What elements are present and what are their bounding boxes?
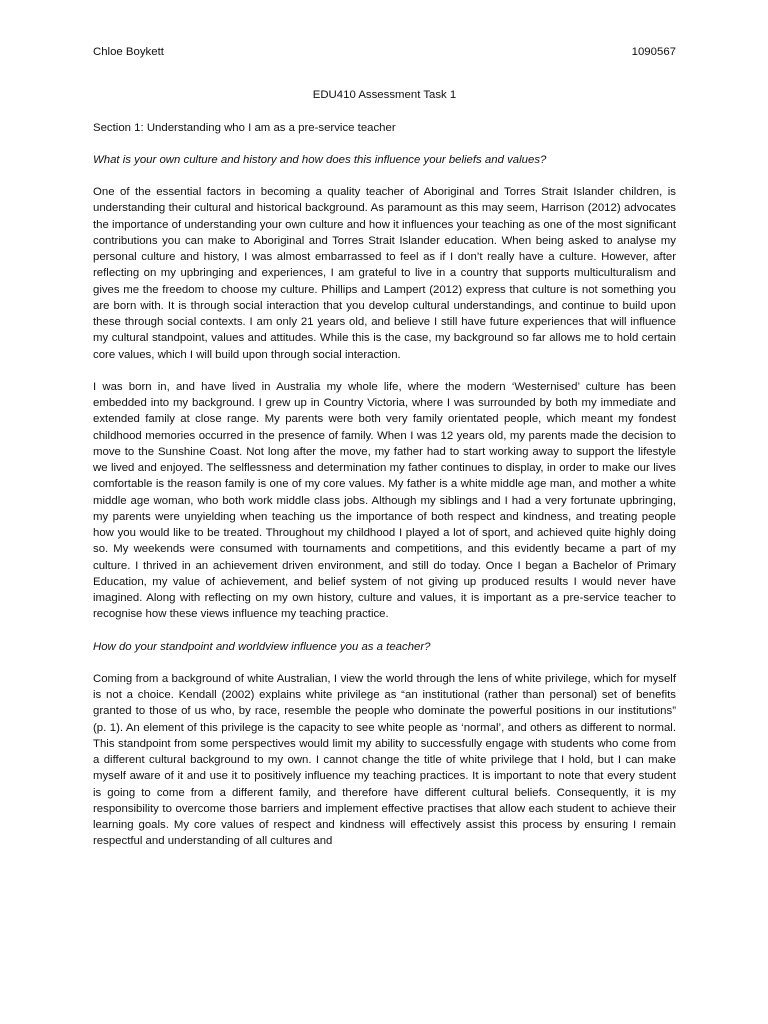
student-id: 1090567 bbox=[631, 46, 676, 58]
body-paragraph-3: Coming from a background of white Australian, I view the world through the lens of white privilege, which for myself is not a choice. Kendall (2002) explains white privilege as “an institutional (rather than personal) set of benefits granted to those of us who, by race, resemble the people who dominate the powerful positions in our institutions” (p. 1). An element of this privilege is the capacity to see white people as ‘normal’, and others as different to normal. This standpoint from some perspectives would limit my ability to successfully engage with students who come from a different cultural background to my own. I cannot change the title of white privilege that I hold, but I can make myself aware of it and use it to positively influence my teaching practices. It is important to note that every student is going to come from a different family, and therefore have different cultural beliefs. Consequently, it is my responsibility to overcome those barriers and implement effective practises that allow each student to achieve their learning goals. My core values of respect and kindness will effectively assist this process by ensuring I remain respectful and understanding of all cultures and bbox=[93, 672, 676, 848]
body-paragraph-1: One of the essential factors in becoming a quality teacher of Aboriginal and Torres Strait Islander children, is understanding their cultural and historical background. As paramount as this may seem, Harrison (2012) advocates the importance of understanding your own culture and how it influences your teaching as one of the most significant contributions you can make to Aboriginal and Torres Strait Islander education. When being asked to analyse my personal culture and history, I was almost embarrassed to feel as if I don’t really have a culture. However, after reflecting on my upbringing and experiences, I am grateful to live in a country that supports multiculturalism and gives me the freedom to choose my culture. Phillips and Lampert (2012) express that culture is not something you are born with. It is through social interaction that you develop cultural understandings, and continue to build upon these through social contexts. I am only 21 years old, and believe I still have future experiences that will influence my cultural standpoint, values and attitudes. While this is the case, my background so far allows me to hold certain core values, which I will build upon through social interaction. bbox=[93, 186, 676, 361]
question-heading-2: How do your standpoint and worldview influence you as a teacher? bbox=[93, 640, 431, 653]
page-header bbox=[93, 44, 676, 60]
document-page bbox=[93, 44, 676, 866]
body-paragraph-2: I was born in, and have lived in Australia my whole life, where the modern ‘Westernised’ culture has been embedded into my background. I grew up in Country Victoria, where I was surrounded by both my immediate and extended family at close range. My parents were both very family orientated people, which meant my fondest childhood memories occurred in the presence of family. When I was 12 years old, my parents made the decision to move to the Sunshine Coast. Not long after the move, my father had to start working away to support the lifestyle we lived and enjoyed. The selflessness and determination my father continues to display, in order to make our lives comfortable is the reason family is one of my core values. My father is a white middle age man, and mother a white middle age woman, who both work middle class jobs. Although my siblings and I had a very fortunate upbringing, my parents were unyielding when teaching us the importance of both respect and kindness, and treating people how you would like to be treated. Throughout my childhood I played a lot of sport, and achieved quite highly doing so. My weekends were consumed with tournaments and competitions, and this evidently became a part of my culture. I thrived in an achievement driven environment, and still do today. Once I began a Bachelor of Primary Education, my value of achievement, and belief system of not giving up produced results I would never have imagined. Along with reflecting on my own history, culture and values, it is important as a pre-service teacher to recognise how these views influence my teaching practice. bbox=[93, 380, 676, 621]
section-title: Section 1: Understanding who I am as a pre-service teacher bbox=[93, 121, 396, 134]
task-title: EDU410 Assessment Task 1 bbox=[312, 89, 457, 102]
author-name: Chloe Boykett bbox=[93, 46, 164, 58]
question-heading-1: What is your own culture and history and how does this influence your beliefs and values? bbox=[93, 153, 547, 166]
